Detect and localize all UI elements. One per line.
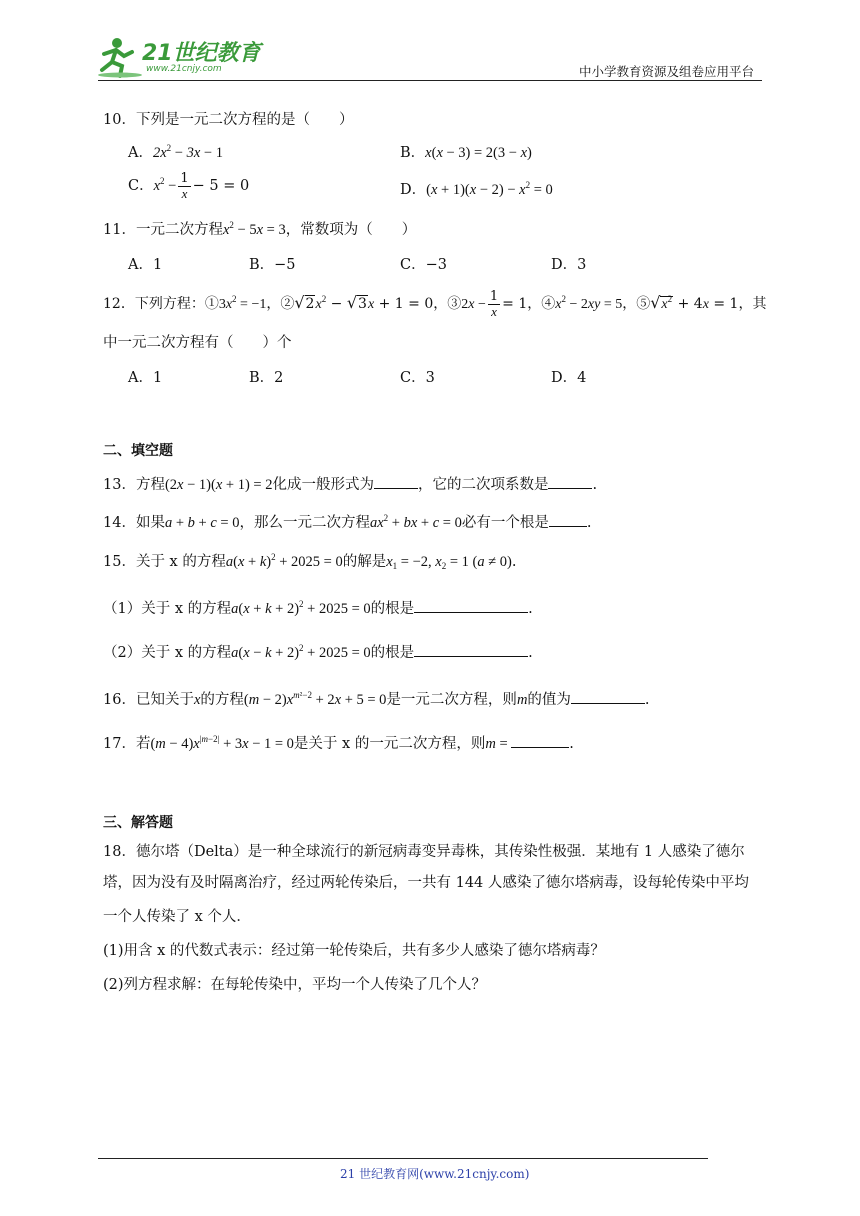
footer-rule — [98, 1158, 708, 1159]
footer-text: 21 世纪教育网(www.21cnjy.com) — [340, 1167, 530, 1181]
q12-stem-line2: 中一元二次方程有（ ）个 — [103, 335, 292, 351]
q18-line3: 一个人传染了 x 个人． — [103, 909, 251, 925]
section-answer: 三、解答题 — [103, 815, 173, 831]
q15: 15．关于 x 的方程$a(x + k)^2 + 2025 = 0$的解是$x_1 = -2$, $x_2 = 1$ (a ≠ 0). — [103, 552, 517, 571]
q18-sub2: (2)列方程求解：在每轮传染中，平均一个人传染了几个人？ — [103, 977, 487, 993]
q17: 17．若$(m - 4)x^{|m-2|} + 3x - 1 = 0$是关于 x 的一元二次方程，则m = . — [103, 734, 574, 752]
q10-option-d: D．$(x + 1)(x - 2) - x^2 = 0$ — [400, 180, 553, 198]
q18-line1: 18．德尔塔（Delta）是一种全球流行的新冠病毒变异毒株，其传染性极强．某地有 1 人感染了德尔 — [103, 844, 745, 860]
q10-option-c: C．$x^2$ − $\frac{1}{x}$ − 5 = 0 — [128, 171, 250, 201]
q10-stem: 10．下列是一元二次方程的是（ ） — [103, 112, 354, 128]
platform-name: 中小学教育资源及组卷应用平台 — [578, 64, 754, 79]
q18-sub1: (1)用含 x 的代数式表示：经过第一轮传染后，共有多少人感染了德尔塔病毒？ — [103, 943, 605, 959]
q12-option-d: D．4 — [551, 370, 587, 386]
q16: 16．已知关于x的方程$(m - 2)x^{m^2-2} + 2x + 5 = 0$是一元二次方程，则m的值为 . — [103, 690, 650, 708]
q12-option-c: C．3 — [400, 370, 435, 386]
q11-option-a: A．1 — [128, 257, 163, 273]
q13: 13．方程(2x − 1)(x + 1) = 2化成一般形式为 ，它的二次项系数是 . — [103, 477, 598, 493]
q15-part1: （1）关于 x 的方程$a(x + k + 2)^2 + 2025 = 0$的根是 . — [103, 599, 533, 617]
q10-option-a: A．$2x^2 - 3x - 1$ — [128, 143, 223, 161]
logo — [96, 36, 261, 78]
q11-option-d: D．3 — [551, 257, 587, 273]
header-rule — [98, 80, 762, 81]
q15-part2: （2）关于 x 的方程$a(x - k + 2)^2 + 2025 = 0$的根是 . — [103, 643, 533, 661]
q10-option-b: B．x(x − 3) = 2(3 − x) — [400, 145, 532, 161]
q12-option-b: B．2 — [249, 370, 284, 386]
section-fill-in: 二、填空题 — [103, 443, 173, 459]
q18-line2: 塔，因为没有及时隔离治疗，经过两轮传染后，一共有 144 人感染了德尔塔病毒，设每轮传染中平均 — [103, 875, 749, 891]
q11-option-b: B．−5 — [249, 257, 296, 273]
q11-stem: 11．一元二次方程$x^2 - 5x = 3$，常数项为（ ） — [103, 220, 417, 238]
logo-text: 21世纪教育 — [142, 41, 261, 66]
q11-option-c: C．−3 — [400, 257, 447, 273]
logo-url: www.21cnjy.com — [146, 64, 222, 74]
q12-stem: 12．下列方程：$①3x^2 = -1$，$②√2x^2 - √3x + 1 = 0$，③2x − $\frac{1}{x}$ = 1，$④x^2 - 2xy = 5$，$⑤√x^2 + 4x = 1$，其 — [103, 289, 767, 319]
q12-option-a: A．1 — [128, 370, 163, 386]
q14: 14．如果a + b + c = 0，那么一元二次方程$ax^2$ + bx + c = 0必有一个根是 . — [103, 513, 592, 531]
